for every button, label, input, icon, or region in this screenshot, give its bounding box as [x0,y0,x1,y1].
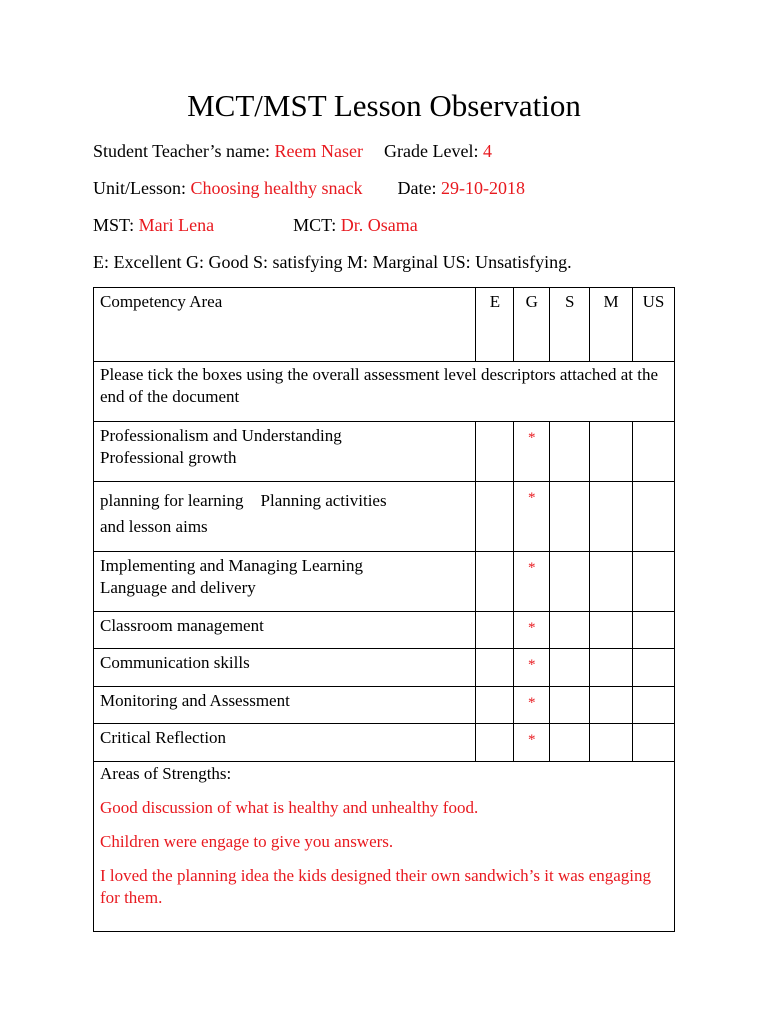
rating-cell-m[interactable] [590,422,633,482]
strengths-cell [94,762,675,932]
competency-label: Language and delivery [100,578,256,597]
rating-cell-g[interactable] [514,552,550,612]
mct-label: MCT: [293,215,337,235]
rating-cell-g[interactable] [514,612,550,649]
student-name-label: Student Teacher’s name: [93,141,271,161]
rating-mark: * [528,732,536,748]
column-header-g: G [514,288,550,362]
instruction-text: Please tick the boxes using the overall assessment level descriptors attached at the end of the document [94,362,675,422]
rating-cell-m[interactable] [590,649,633,687]
rating-cell-e[interactable] [476,422,514,482]
mct-value: Dr. Osama [340,215,418,235]
rating-cell-e[interactable] [476,482,514,552]
strength-item: Good discussion of what is healthy and unhealthy food. [100,798,479,817]
strengths-label: Areas of Strengths: [100,764,232,783]
table-row [94,612,675,649]
competency-label: Professional growth [100,448,237,467]
rating-cell-g[interactable] [514,649,550,687]
rating-cell-g[interactable] [514,482,550,552]
table-row [94,482,675,552]
competency-label: Implementing and Managing Learning [100,556,363,575]
rating-cell-m[interactable] [590,724,633,762]
rating-cell-e[interactable] [476,552,514,612]
rating-mark: * [528,490,536,506]
date-label: Date: [397,178,437,198]
rating-cell-s[interactable] [550,552,590,612]
rating-mark: * [528,657,536,673]
rating-cell-us[interactable] [633,649,675,687]
competency-label: Monitoring and Assessment [94,687,476,724]
rating-cell-us[interactable] [633,612,675,649]
rating-cell-s[interactable] [550,422,590,482]
mst-label: MST: [93,215,135,235]
competency-table [93,287,675,932]
rating-cell-s[interactable] [550,649,590,687]
column-header-m: M [590,288,633,362]
table-row [94,724,675,762]
rating-cell-us[interactable] [633,687,675,724]
rating-mark: * [528,695,536,711]
column-header-e: E [476,288,514,362]
mentor-info-line [93,215,418,236]
strength-item: Children were engage to give you answers. [100,832,394,851]
rating-cell-g[interactable] [514,422,550,482]
competency-label: and lesson aims [100,517,208,536]
rating-cell-s[interactable] [550,687,590,724]
student-info-line [93,141,492,162]
mst-value: Mari Lena [138,215,215,235]
rating-cell-g[interactable] [514,687,550,724]
student-name-value: Reem Naser [274,141,363,161]
page-title: MCT/MST Lesson Observation [187,88,581,123]
competency-label: Critical Reflection [94,724,476,762]
rating-mark: * [528,620,536,636]
rating-mark: * [528,430,536,446]
competency-area-header: Competency Area [94,288,476,362]
rating-cell-m[interactable] [590,687,633,724]
rating-cell-e[interactable] [476,724,514,762]
rating-cell-m[interactable] [590,482,633,552]
competency-cell [94,552,476,612]
unit-info-line [93,178,525,199]
table-row [94,687,675,724]
rating-legend: E: Excellent G: Good S: satisfying M: Marginal US: Unsatisfying. [93,252,572,272]
rating-cell-s[interactable] [550,612,590,649]
competency-label: Communication skills [94,649,476,687]
rating-cell-s[interactable] [550,482,590,552]
rating-cell-us[interactable] [633,482,675,552]
rating-cell-e[interactable] [476,687,514,724]
rating-cell-s[interactable] [550,724,590,762]
instruction-row [94,362,675,422]
competency-label: planning for learning Planning activities [100,491,387,510]
rating-cell-e[interactable] [476,612,514,649]
column-header-s: S [550,288,590,362]
competency-cell [94,422,476,482]
rating-cell-g[interactable] [514,724,550,762]
unit-lesson-value: Choosing healthy snack [190,178,363,198]
column-header-us: US [633,288,675,362]
rating-cell-us[interactable] [633,724,675,762]
rating-cell-us[interactable] [633,422,675,482]
competency-cell [94,482,476,552]
rating-cell-e[interactable] [476,649,514,687]
date-value: 29-10-2018 [440,178,525,198]
strength-item: I loved the planning idea the kids designed their own sandwich’s it was engaging for them. [100,866,651,907]
unit-lesson-label: Unit/Lesson: [93,178,186,198]
table-row [94,649,675,687]
table-header-row [94,288,675,362]
rating-cell-m[interactable] [590,612,633,649]
strengths-row [94,762,675,932]
rating-cell-m[interactable] [590,552,633,612]
grade-level-value: 4 [482,141,492,161]
table-row [94,422,675,482]
competency-label: Classroom management [94,612,476,649]
grade-level-label: Grade Level: [384,141,479,161]
rating-cell-us[interactable] [633,552,675,612]
rating-mark: * [528,560,536,576]
competency-label: Professionalism and Understanding [100,426,342,445]
table-row [94,552,675,612]
